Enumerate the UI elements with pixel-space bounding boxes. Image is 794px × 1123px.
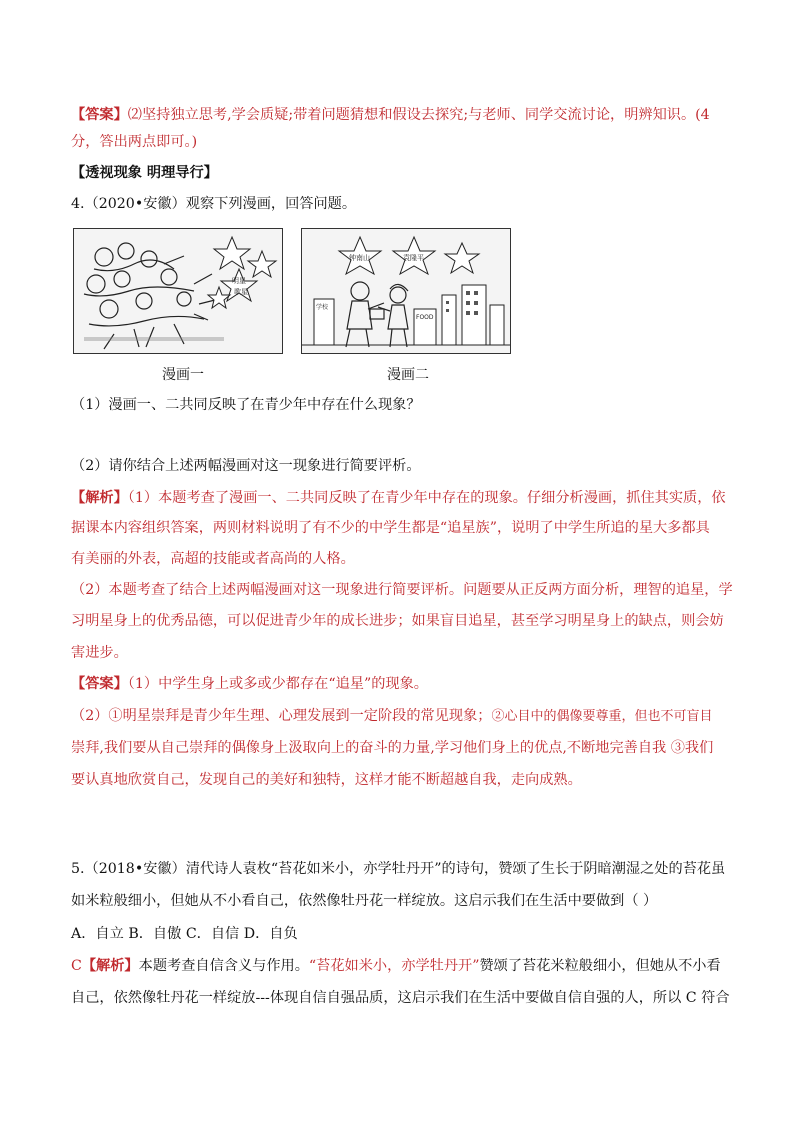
comic-1-star-label: 明星 bbox=[232, 277, 246, 285]
comic-2-star-label: 钟南山 bbox=[349, 254, 370, 262]
question-5-analysis-text-a: 本题考查自信含义与作用。 bbox=[138, 958, 309, 974]
answer-4-line-4: 要认真地欣赏自己，发现自己的美好和独特，这样才能不断超越自我，走向成熟。 bbox=[71, 772, 582, 788]
answer-tag: 【答案】 bbox=[71, 107, 128, 123]
question-4-sub-2: （2）请你结合上述两幅漫画对这一现象进行简要评析。 bbox=[71, 458, 421, 474]
answer-4-line-1 bbox=[71, 674, 428, 694]
answer-line-2: 分，答出两点即可。) bbox=[71, 134, 198, 150]
analysis-line-3: 有美丽的外表，高超的技能或者高尚的人格。 bbox=[71, 551, 355, 567]
question-5-options: A．自立 B．自傲 C．自信 D．自负 bbox=[71, 926, 298, 942]
answer-4-text-2b: ②心目中的偶像要尊重，但也不可盲目 bbox=[491, 709, 713, 724]
answer-4-tag: 【答案】 bbox=[71, 676, 128, 692]
question-5-stem-2: 如米粒般细小，但她从不小看自己，依然像牡丹花一样绽放。这启示我们在生活中要做到（ ） bbox=[71, 893, 658, 909]
comic-2-sign-label: 学校 bbox=[316, 304, 329, 311]
comic-2-caption: 漫画二 bbox=[387, 367, 429, 383]
answer-4-line-2 bbox=[71, 706, 712, 727]
question-5-analysis-tag: 【解析】 bbox=[81, 958, 139, 974]
comic-1-image bbox=[73, 228, 283, 354]
comic-1-caption: 漫画一 bbox=[162, 367, 204, 383]
question-5-analysis-1 bbox=[71, 956, 721, 976]
analysis-line-1 bbox=[71, 488, 726, 508]
answer-4-text-2a: （2）①明星崇拜是青少年生理、心理发展到一定阶段的常见现象； bbox=[71, 708, 492, 724]
analysis-line-2: 据课本内容组织答案，两则材料说明了有不少的中学生都是“追星族”，说明了中学生所追的星大多都具 bbox=[71, 520, 710, 536]
analysis-line-6: 害进步。 bbox=[71, 645, 128, 661]
analysis-line-5: 习明星身上的优秀品德，可以促进青少年的成长进步；如果盲目追星，甚至学习明星身上的缺点，则会妨 bbox=[71, 613, 724, 629]
question-4-sub-1: （1）漫画一、二共同反映了在青少年中存在什么现象？ bbox=[71, 397, 421, 413]
comic-2-star-label: 袁隆平 bbox=[403, 254, 424, 262]
question-5-analysis-text-b: 赞颂了苔花米粒般细小，但她从不小看 bbox=[479, 958, 721, 974]
question-5-analysis-quote: “苔花如米小，亦学牡丹开” bbox=[308, 958, 480, 974]
answer-4-text-1: （1）中学生身上或多或少都存在“追星”的现象。 bbox=[127, 676, 428, 692]
answer-4-line-3: 崇拜,我们要从自己崇拜的偶像身上汲取向上的奋斗的力量,学习他们身上的优点,不断地完善自我 ③我们 bbox=[71, 740, 714, 756]
question-5-analysis-2: 自己，依然像牡丹花一样绽放---体现自信自强品质，这启示我们在生活中要做自信自强的人，所以 C 符合 bbox=[71, 990, 730, 1006]
comic-2-image bbox=[301, 228, 511, 354]
question-5-stem-1: 5.（2018•安徽）清代诗人袁枚“苔花如米小，亦学牡丹开”的诗句，赞颂了生长于阴暗潮湿之处的苔花虽 bbox=[71, 861, 726, 877]
comic-2-sign-label: FOOD bbox=[416, 314, 434, 321]
analysis-tag: 【解析】 bbox=[71, 490, 128, 506]
section-title: 【透视现象 明理导行】 bbox=[71, 165, 218, 181]
answer-line-1 bbox=[71, 105, 710, 125]
question-5-answer-letter: C bbox=[71, 958, 82, 974]
comic-1-star-label: 歌星 bbox=[234, 288, 248, 296]
answer-text-1: ⑵坚持独立思考,学会质疑;带着问题猜想和假设去探究;与老师、同学交流讨论，明辨知识。(4 bbox=[127, 107, 710, 123]
question-4-stem: 4.（2020•安徽）观察下列漫画，回答问题。 bbox=[71, 196, 357, 212]
analysis-text-1: （1）本题考查了漫画一、二共同反映了在青少年中存在的现象。仔细分析漫画，抓住其实质，依 bbox=[127, 490, 726, 506]
analysis-line-4: （2）本题考查了结合上述两幅漫画对这一现象进行简要评析。问题要从正反两方面分析，理智的追星，学 bbox=[71, 582, 733, 598]
